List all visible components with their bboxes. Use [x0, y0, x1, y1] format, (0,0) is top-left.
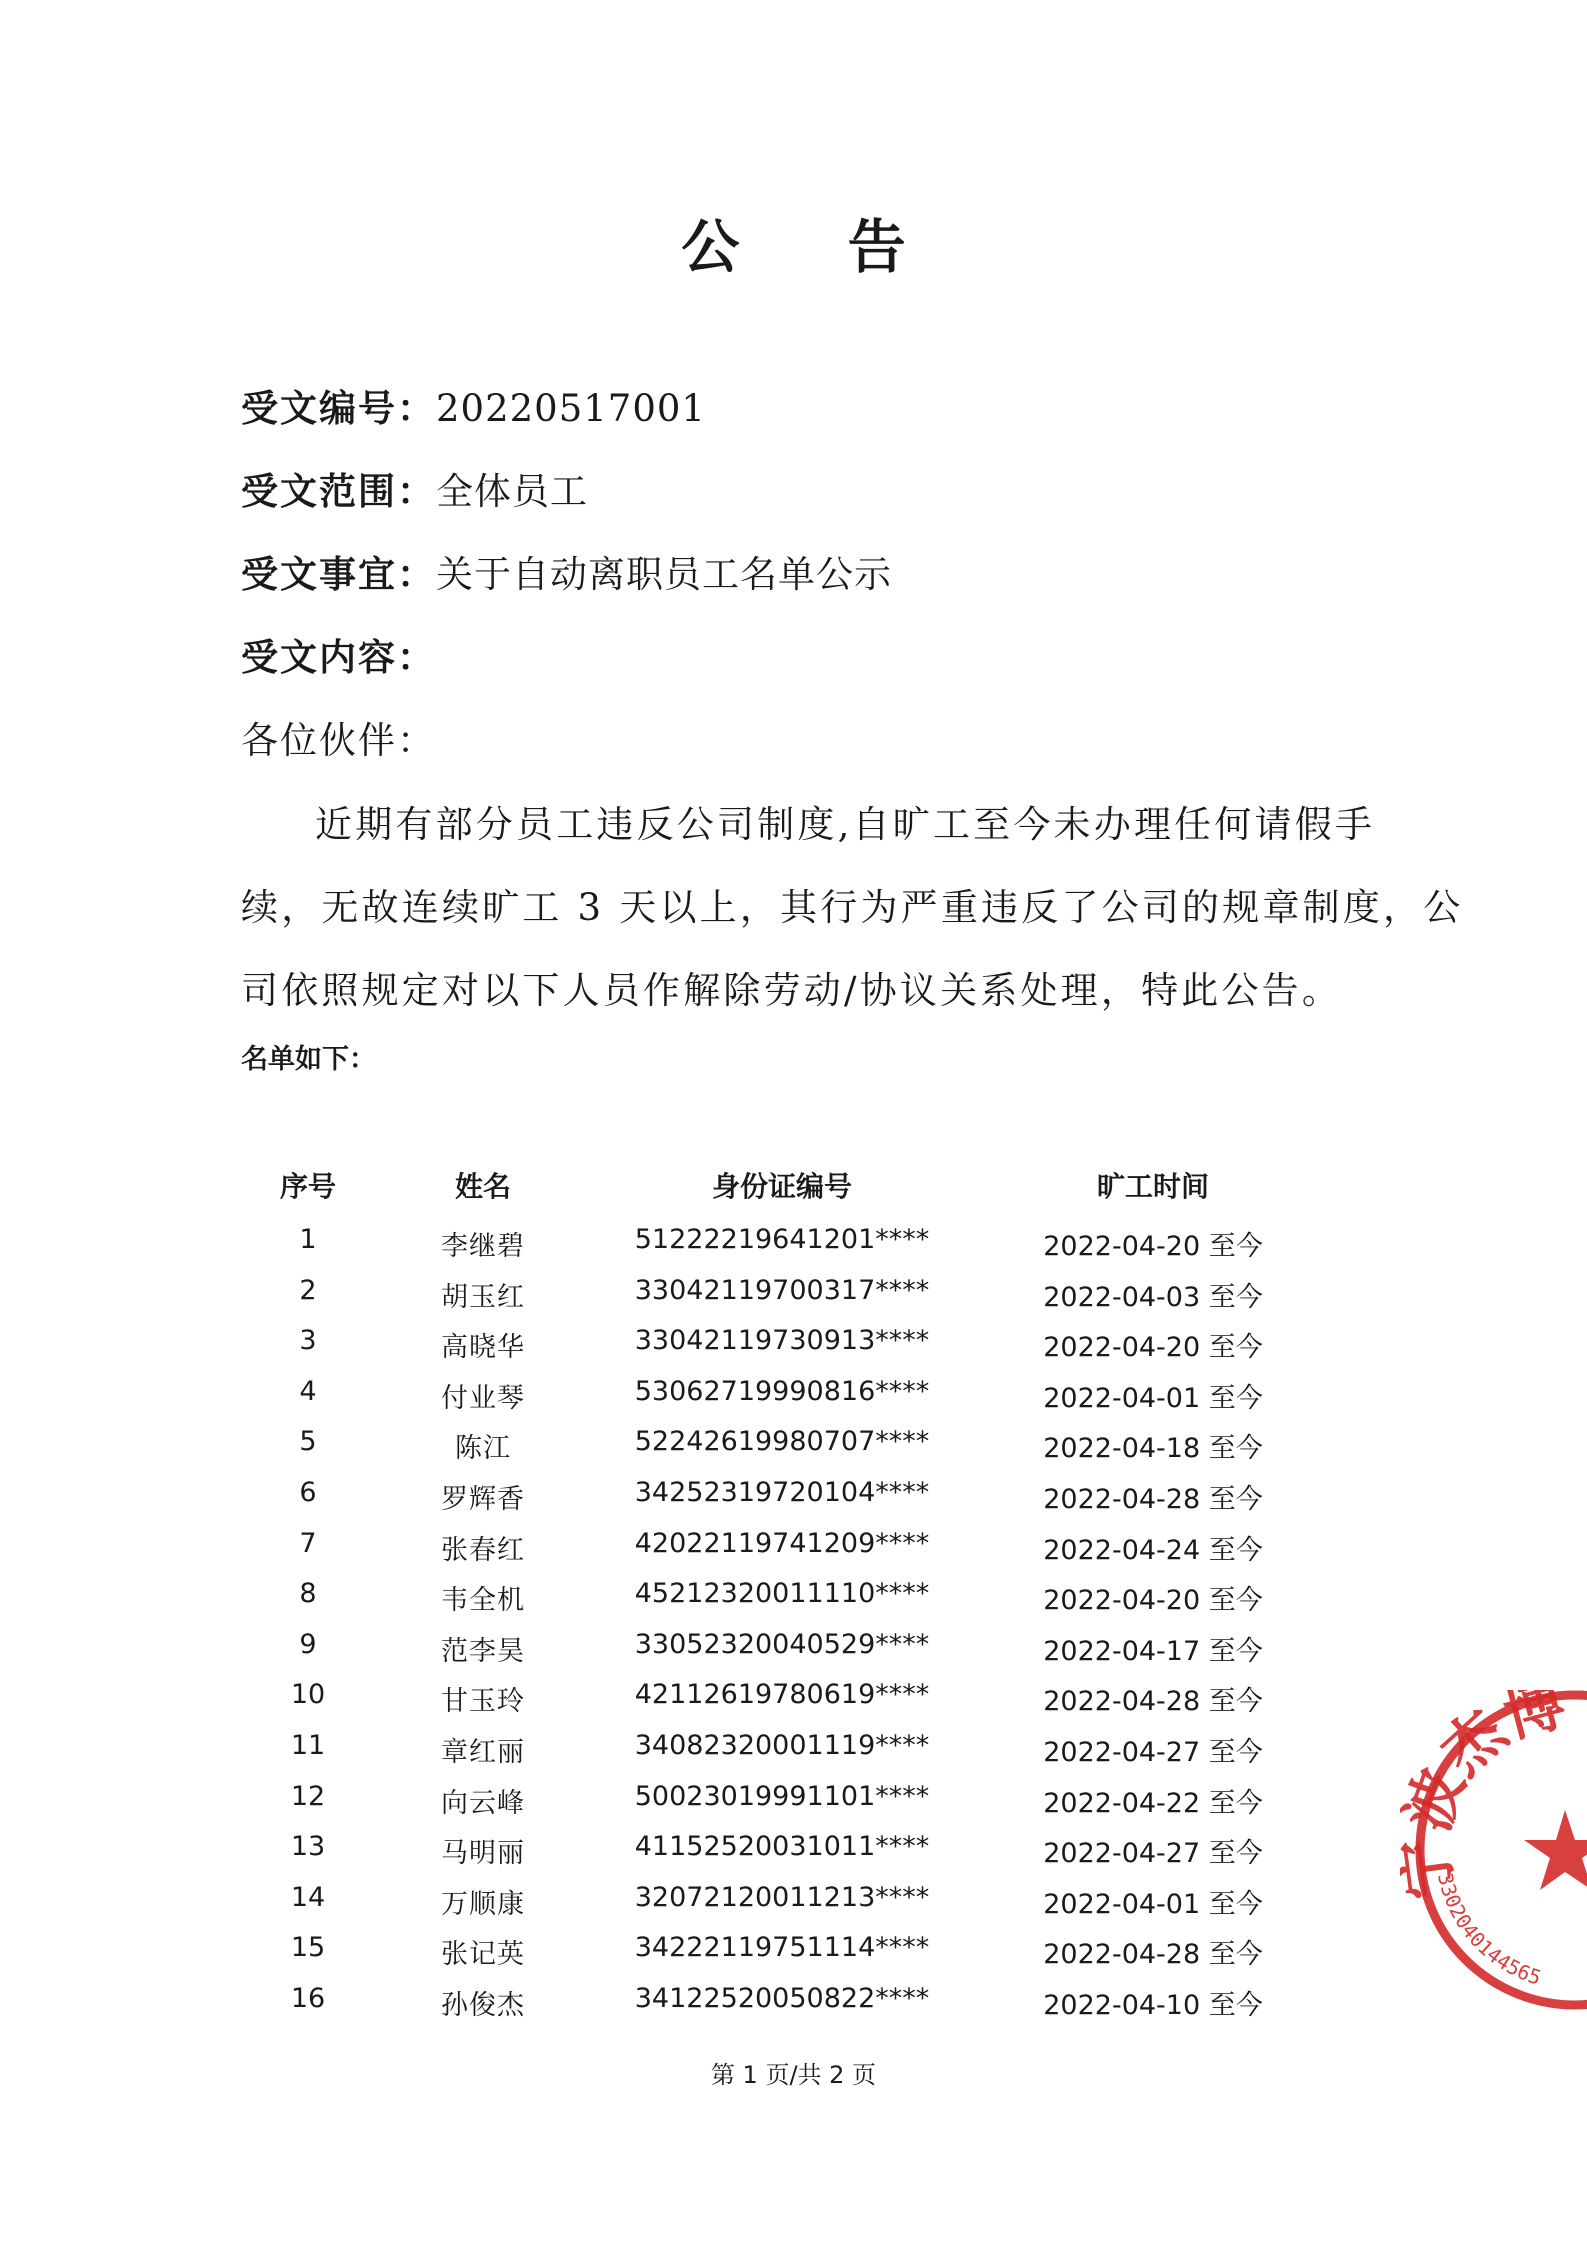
meta-row: [241, 544, 892, 598]
row-number: 3: [299, 1325, 317, 1356]
employee-name: 孙俊杰: [441, 1990, 525, 2021]
id-number: 34222119751114****: [634, 1932, 930, 1963]
id-number: 50023019991101****: [634, 1781, 930, 1812]
employee-name: 张春红: [441, 1535, 525, 1566]
table-header-cell: 序号: [279, 1170, 336, 1203]
id-number: 32072120011213****: [634, 1882, 930, 1913]
absence-date: 2022-04-01 至今: [1043, 1889, 1263, 1920]
meta-label: 受文范围：: [241, 470, 436, 513]
employee-name: 罗辉香: [441, 1484, 525, 1515]
document-title: 公 告: [681, 213, 950, 281]
meta-value: 关于自动离职员工名单公示: [436, 553, 892, 596]
meta-label: 受文编号：: [241, 387, 436, 430]
absence-date: 2022-04-20 至今: [1043, 1585, 1263, 1616]
employee-name: 韦全机: [441, 1585, 525, 1616]
meta-value: 20220517001: [436, 387, 706, 430]
meta-label: 受文内容：: [241, 636, 436, 679]
row-number: 4: [299, 1376, 317, 1407]
employee-name: 向云峰: [441, 1788, 525, 1819]
employee-name: 付业琴: [441, 1383, 525, 1414]
row-number: 5: [299, 1426, 317, 1457]
employee-name: 高晓华: [441, 1332, 525, 1363]
employee-name: 李继碧: [441, 1231, 525, 1262]
body-line: 司依照规定对以下人员作解除劳动/协议关系处理，特此公告。: [241, 969, 1343, 1012]
row-number: 11: [290, 1730, 326, 1761]
row-number: 10: [290, 1679, 326, 1710]
row-number: 7: [299, 1528, 317, 1559]
seal-icon: [1400, 1690, 1587, 2010]
seal-text: 波杰博: [1400, 1690, 1573, 1841]
absence-date: 2022-04-28 至今: [1043, 1939, 1263, 1970]
employee-name: 甘玉玲: [441, 1686, 525, 1717]
absence-date: 2022-04-20 至今: [1043, 1332, 1263, 1363]
meta-row: [241, 627, 436, 681]
row-number: 14: [290, 1882, 326, 1913]
id-number: 45212320011110****: [634, 1578, 930, 1609]
page-footer: 第 1 页/共 2 页: [710, 2061, 877, 2089]
employee-name: 张记英: [441, 1939, 525, 1970]
greeting: 各位伙伴：: [241, 719, 436, 762]
id-number: 53062719990816****: [634, 1376, 930, 1407]
row-number: 16: [290, 1983, 326, 2014]
id-number: 33042119730913****: [634, 1325, 930, 1356]
absence-date: 2022-04-18 至今: [1043, 1433, 1263, 1464]
id-number: 34082320001119****: [634, 1730, 930, 1761]
id-number: 42112619780619****: [634, 1679, 930, 1710]
id-number: 33042119700317****: [634, 1275, 930, 1306]
seal-number: 3302040144565: [1432, 1870, 1545, 1990]
id-number: 42022119741209****: [634, 1528, 930, 1559]
id-number: 52242619980707****: [634, 1426, 930, 1457]
row-number: 13: [290, 1831, 326, 1862]
company-seal: [1400, 1690, 1587, 2010]
meta-label: 受文事宜：: [241, 553, 436, 596]
body-line: 近期有部分员工违反公司制度,自旷工至今未办理任何请假手: [315, 803, 1376, 846]
absence-date: 2022-04-27 至今: [1043, 1838, 1263, 1869]
absence-date: 2022-04-24 至今: [1043, 1535, 1263, 1566]
employee-name: 马明丽: [441, 1838, 525, 1869]
absence-date: 2022-04-10 至今: [1043, 1990, 1263, 2021]
id-number: 51222219641201****: [634, 1224, 930, 1255]
row-number: 2: [299, 1275, 317, 1306]
id-number: 34122520050822****: [634, 1983, 930, 2014]
employee-name: 范李昊: [441, 1636, 525, 1667]
id-number: 34252319720104****: [634, 1477, 930, 1508]
row-number: 6: [299, 1477, 317, 1508]
absence-date: 2022-04-17 至今: [1043, 1636, 1263, 1667]
row-number: 9: [299, 1629, 317, 1660]
body-line: 续，无故连续旷工 3 天以上，其行为严重违反了公司的规章制度，公: [241, 886, 1464, 929]
employee-name: 陈江: [455, 1433, 511, 1464]
list-heading: 名单如下：: [241, 1044, 376, 1075]
table-header-cell: 身份证编号: [711, 1170, 852, 1203]
table-header-cell: 姓名: [454, 1170, 511, 1203]
row-number: 8: [299, 1578, 317, 1609]
meta-row: [241, 461, 588, 515]
absence-date: 2022-04-01 至今: [1043, 1383, 1263, 1414]
meta-row: [241, 378, 706, 432]
employee-name: 章红丽: [441, 1737, 525, 1768]
absence-date: 2022-04-28 至今: [1043, 1484, 1263, 1515]
row-number: 1: [299, 1224, 317, 1255]
row-number: 15: [290, 1932, 326, 1963]
svg-text:3302040144565: [1433, 1871, 1544, 1990]
row-number: 12: [290, 1781, 326, 1812]
employee-name: 胡玉红: [441, 1282, 525, 1313]
absence-date: 2022-04-28 至今: [1043, 1686, 1263, 1717]
meta-value: 全体员工: [436, 470, 588, 513]
id-number: 33052320040529****: [634, 1629, 930, 1660]
employee-name: 万顺康: [441, 1889, 525, 1920]
absence-date: 2022-04-20 至今: [1043, 1231, 1263, 1262]
absence-date: 2022-04-03 至今: [1043, 1282, 1263, 1313]
absence-date: 2022-04-22 至今: [1043, 1788, 1263, 1819]
absence-date: 2022-04-27 至今: [1043, 1737, 1263, 1768]
id-number: 41152520031011****: [634, 1831, 930, 1862]
table-header-cell: 旷工时间: [1096, 1170, 1209, 1203]
